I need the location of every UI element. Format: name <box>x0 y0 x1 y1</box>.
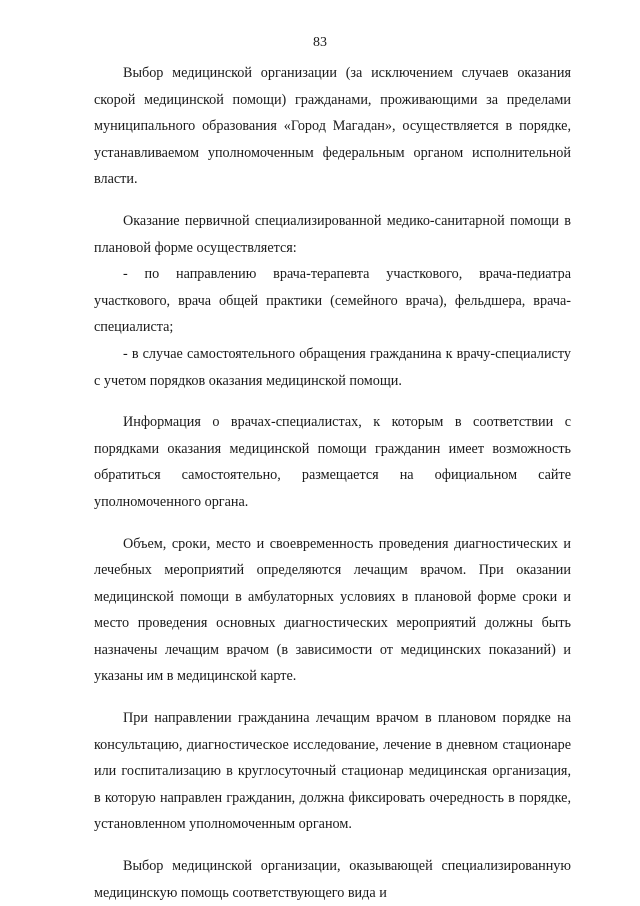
list-item-self-referral: - в случае самостоятельного обращения гражданина к врачу-специалисту с учетом порядков оказания медицинской помощи. <box>94 345 571 389</box>
paragraph-diagnostics-scope: Объем, сроки, место и своевременность проведения диагностических и лечебных мероприятий определяются лечащим врачом. При оказании медицинской помощи в амбулаторных условиях в плановой форме сроки и место проведения основных диагностических мероприятий должны быть назначены лечащим врачом (в зависимости от медицинских показаний) и указаны им в медицинской карте. <box>94 535 571 685</box>
page-number: 83 <box>313 35 327 50</box>
list-item-referral: - по направлению врача-терапевта участкового, врача-педиатра участкового, врача общей практики (семейного врача), фельдшера, врача-специалиста; <box>94 266 571 336</box>
paragraph-specialized-org-choice: Выбор медицинской организации, оказывающей специализированную медицинскую помощь соответствующего вида и <box>94 858 571 901</box>
document-body <box>94 60 571 906</box>
paragraph-medical-org-choice: Выбор медицинской организации (за исключением случаев оказания скорой медицинской помощи) гражданами, проживающими за пределами муниципального образования «Город Магадан», осуществляется в порядке, устанавливаемом уполномоченным федеральным органом исполнительной власти. <box>94 65 571 188</box>
paragraph-specialized-care-intro: Оказание первичной специализированной медико-санитарной помощи в плановой форме осуществляется: <box>94 212 571 256</box>
paragraph-specialist-info: Информация о врачах-специалистах, к которым в соответствии с порядками оказания медицинской помощи гражданин имеет возможность обратиться самостоятельно, размещается на официальном сайте уполномоченного органа. <box>94 414 571 510</box>
paragraph-planned-referral: При направлении гражданина лечащим врачом в плановом порядке на консультацию, диагностическое исследование, лечение в дневном стационаре или госпитализацию в круглосуточный стационар медицинская организация, в которую направлен гражданин, должна фиксировать очередность в порядке, установленном уполномоченным органом. <box>94 710 571 833</box>
